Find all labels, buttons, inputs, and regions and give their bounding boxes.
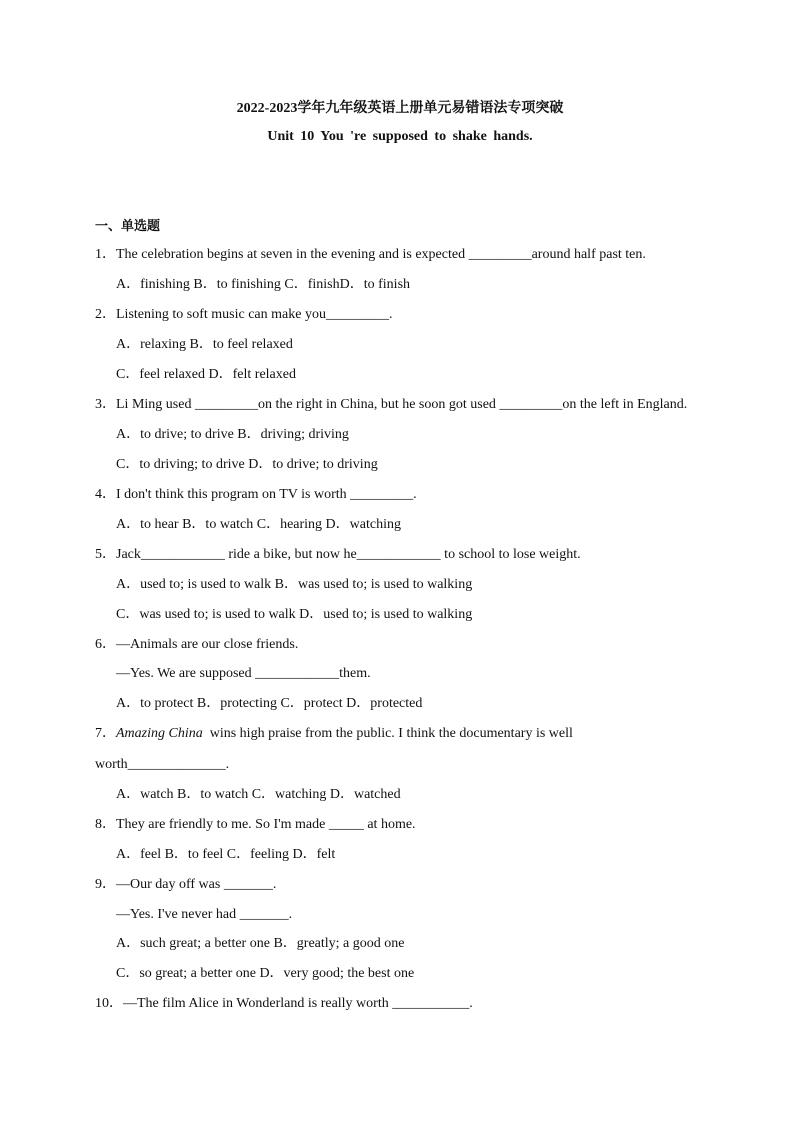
question-3-options-row-1: A．to drive; to drive B．driving; driving — [116, 427, 349, 442]
question-5 — [95, 546, 581, 564]
question-stem: Listening to soft music can make you_________. — [116, 307, 393, 322]
question-stem: I don't think this program on TV is worth _________. — [116, 487, 417, 502]
question-number: 8． — [95, 817, 116, 832]
question-3-options-row-2: C．to driving; to drive D．to drive; to driving — [116, 457, 378, 472]
question-number: 7． — [95, 726, 116, 741]
question-number: 10． — [95, 996, 123, 1011]
question-4 — [95, 486, 417, 504]
question-8-options: A．feel B．to feel C．feeling D．felt — [116, 847, 336, 862]
question-8 — [95, 816, 416, 834]
question-stem: —Our day off was _______. — [116, 877, 277, 892]
page-title: 2022-2023学年九年级英语上册单元易错语法专项突破 — [236, 101, 564, 116]
question-stem: Li Ming used _________on the right in China, but he soon got used _________on the left in England. — [116, 397, 688, 412]
question-stem: wins high praise from the public. I think the documentary is well — [202, 726, 573, 741]
question-1-options: A．finishing B．to finishing C．finishD．to finish — [116, 277, 411, 292]
question-9-stem-line-2: —Yes. I've never had _______. — [116, 907, 293, 922]
question-number: 2． — [95, 307, 116, 322]
question-2-options-row-2: C．feel relaxed D．felt relaxed — [116, 367, 296, 382]
question-6-options: A．to protect B．protecting C．protect D．protected — [116, 696, 423, 711]
question-6 — [95, 636, 298, 654]
question-number: 3． — [95, 397, 116, 412]
question-stem: —Animals are our close friends. — [116, 637, 299, 652]
question-number: 9． — [95, 877, 116, 892]
question-5-options-row-1: A．used to; is used to walk B．was used to; is used to walking — [116, 577, 473, 592]
question-number: 6． — [95, 637, 116, 652]
question-stem-italic-title: Amazing China — [116, 726, 203, 741]
question-stem: They are friendly to me. So I'm made _____ at home. — [116, 817, 416, 832]
section-heading: 一、单选题 — [95, 219, 161, 234]
question-7-options: A．watch B．to watch C．watching D．watched — [116, 787, 401, 802]
question-10 — [95, 995, 473, 1013]
question-number: 5． — [95, 547, 116, 562]
question-7 — [95, 725, 573, 743]
question-7-stem-line-2: worth______________. — [95, 757, 230, 772]
question-stem: Jack____________ ride a bike, but now he____________ to school to lose weight. — [116, 547, 581, 562]
page-subtitle: Unit 10 You 're supposed to shake hands. — [267, 129, 533, 144]
question-2-options-row-1: A．relaxing B．to feel relaxed — [116, 337, 293, 352]
question-1 — [95, 246, 646, 264]
question-number: 4． — [95, 487, 116, 502]
question-9 — [95, 876, 276, 894]
question-stem: —The film Alice in Wonderland is really worth ___________. — [123, 996, 473, 1011]
question-9-options-row-2: C．so great; a better one D．very good; the best one — [116, 966, 415, 981]
question-4-options: A．to hear B．to watch C．hearing D．watching — [116, 517, 401, 532]
question-number: 1． — [95, 247, 116, 262]
question-6-stem-line-2: —Yes. We are supposed ____________them. — [116, 666, 371, 681]
question-9-options-row-1: A．such great; a better one B．greatly; a good one — [116, 936, 405, 951]
question-2 — [95, 306, 392, 324]
question-3 — [95, 396, 687, 414]
question-stem: The celebration begins at seven in the evening and is expected _________around half past ten. — [116, 247, 646, 262]
question-5-options-row-2: C．was used to; is used to walk D．used to; is used to walking — [116, 607, 473, 622]
